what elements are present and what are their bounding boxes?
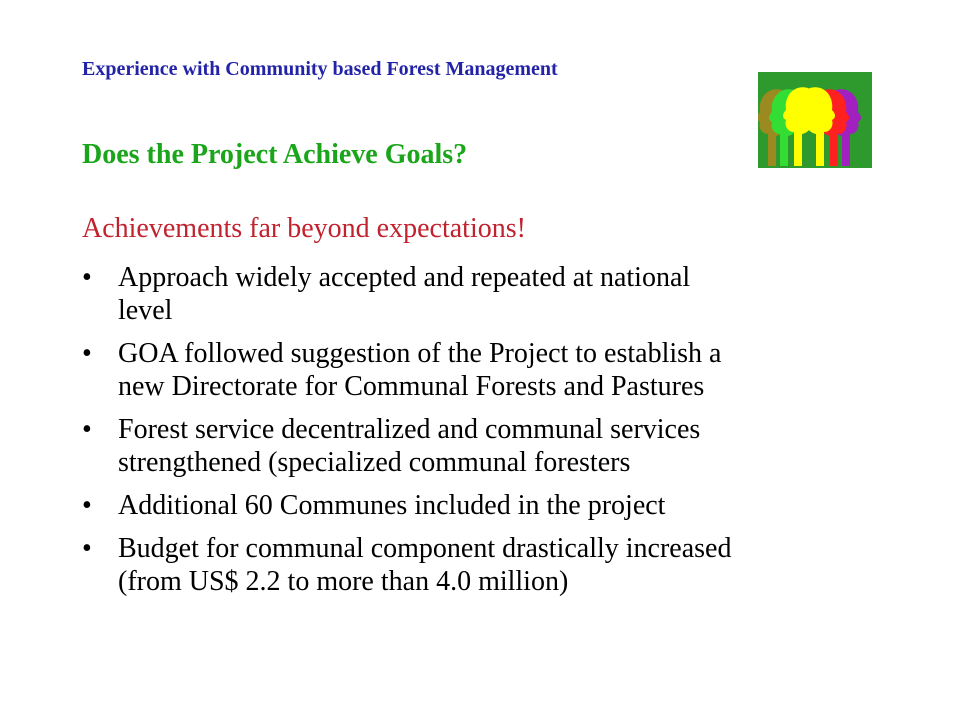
bullet-text-line: level <box>118 295 173 326</box>
bullet-text-line: GOA followed suggestion of the Project to establish a <box>118 338 722 369</box>
bullet-text-line: Forest service decentralized and communal services <box>118 414 701 445</box>
bullet-marker: • <box>82 414 92 445</box>
bullet-text-line: Additional 60 Communes included in the project <box>118 490 666 521</box>
bullet-text-line: strengthened (specialized communal foresters <box>118 447 631 478</box>
list-item <box>82 261 912 327</box>
slide-title: Does the Project Achieve Goals? <box>82 139 468 170</box>
bullet-text-line: (from US$ 2.2 to more than 4.0 million) <box>118 566 569 597</box>
slide-subtitle: Achievements far beyond expectations! <box>82 213 526 244</box>
list-item <box>82 489 912 522</box>
list-item <box>82 413 912 479</box>
bullet-text-line: Budget for communal component drastically increased <box>118 533 732 564</box>
bullet-list <box>82 261 912 608</box>
bullet-marker: • <box>82 338 92 369</box>
bullet-text-line: Approach widely accepted and repeated at national <box>118 262 691 293</box>
bullet-marker: • <box>82 490 92 521</box>
bullet-marker: • <box>82 533 92 564</box>
list-item <box>82 337 912 403</box>
bullet-marker: • <box>82 262 92 293</box>
header-title: Experience with Community based Forest Management <box>82 58 558 80</box>
list-item <box>82 532 912 598</box>
people-silhouettes-icon <box>758 72 872 168</box>
bullet-text-line: new Directorate for Communal Forests and Pastures <box>118 371 705 402</box>
